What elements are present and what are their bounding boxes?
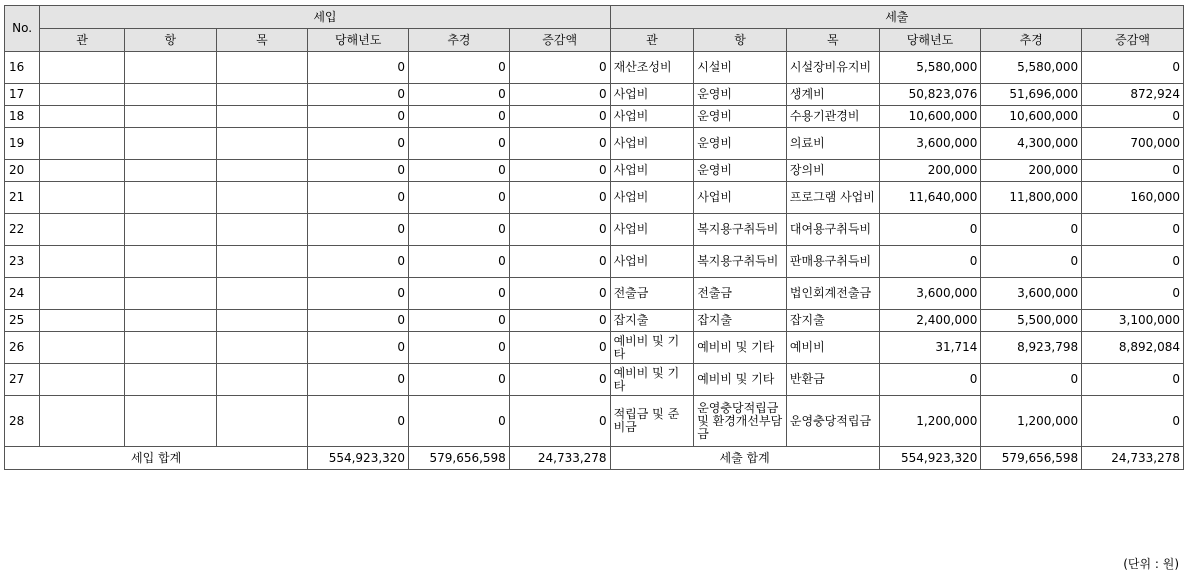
expense-hang: 운영비 — [694, 84, 787, 106]
income-hang — [124, 364, 216, 396]
income-change: 0 — [509, 128, 610, 160]
expense-gwan: 전출금 — [610, 278, 694, 310]
expense-total-label: 세출 합계 — [610, 447, 879, 470]
table-row — [5, 310, 1184, 332]
header-income: 세입 — [40, 6, 610, 29]
expense-current-year: 3,600,000 — [879, 278, 981, 310]
expense-change: 3,100,000 — [1082, 310, 1184, 332]
income-gwan — [40, 182, 125, 214]
income-supplementary: 0 — [409, 214, 510, 246]
expense-gwan: 사업비 — [610, 160, 694, 182]
budget-table — [4, 5, 1184, 470]
table-row — [5, 278, 1184, 310]
expense-mok: 잡지출 — [786, 310, 879, 332]
income-supplementary: 0 — [409, 310, 510, 332]
table-row — [5, 364, 1184, 396]
expense-total-change: 24,733,278 — [1082, 447, 1184, 470]
expense-mok: 판매용구취득비 — [786, 246, 879, 278]
row-no: 26 — [5, 332, 40, 364]
income-hang — [124, 332, 216, 364]
expense-hang: 복지용구취득비 — [694, 214, 787, 246]
expense-mok: 의료비 — [786, 128, 879, 160]
expense-mok: 대여용구취득비 — [786, 214, 879, 246]
income-col-gwan: 관 — [40, 29, 125, 52]
income-gwan — [40, 246, 125, 278]
table-row — [5, 246, 1184, 278]
expense-current-year: 50,823,076 — [879, 84, 981, 106]
expense-mok: 반환금 — [786, 364, 879, 396]
expense-change: 0 — [1082, 214, 1184, 246]
income-hang — [124, 128, 216, 160]
expense-hang: 운영비 — [694, 128, 787, 160]
expense-change: 0 — [1082, 52, 1184, 84]
unit-note: (단위 : 원) — [1123, 557, 1179, 571]
income-supplementary: 0 — [409, 128, 510, 160]
expense-change: 0 — [1082, 396, 1184, 447]
income-current-year: 0 — [308, 128, 409, 160]
income-current-year: 0 — [308, 246, 409, 278]
table-row — [5, 396, 1184, 447]
expense-current-year: 3,600,000 — [879, 128, 981, 160]
expense-gwan: 적립금 및 준비금 — [610, 396, 694, 447]
income-gwan — [40, 214, 125, 246]
income-current-year: 0 — [308, 106, 409, 128]
income-gwan — [40, 278, 125, 310]
expense-mok: 생계비 — [786, 84, 879, 106]
expense-mok: 장의비 — [786, 160, 879, 182]
income-mok — [216, 364, 308, 396]
row-no: 20 — [5, 160, 40, 182]
income-current-year: 0 — [308, 332, 409, 364]
expense-mok: 법인회계전출금 — [786, 278, 879, 310]
expense-mok: 운영충당적립금 — [786, 396, 879, 447]
expense-change: 872,924 — [1082, 84, 1184, 106]
expense-mok: 시설장비유지비 — [786, 52, 879, 84]
table-row — [5, 106, 1184, 128]
income-col-change: 증감액 — [509, 29, 610, 52]
income-current-year: 0 — [308, 182, 409, 214]
income-col-mok: 목 — [216, 29, 308, 52]
income-mok — [216, 278, 308, 310]
expense-mok: 예비비 — [786, 332, 879, 364]
expense-gwan: 사업비 — [610, 182, 694, 214]
expense-change: 0 — [1082, 364, 1184, 396]
income-supplementary: 0 — [409, 364, 510, 396]
row-no: 17 — [5, 84, 40, 106]
income-change: 0 — [509, 332, 610, 364]
income-change: 0 — [509, 310, 610, 332]
income-current-year: 0 — [308, 160, 409, 182]
expense-change: 0 — [1082, 246, 1184, 278]
expense-current-year: 10,600,000 — [879, 106, 981, 128]
expense-hang: 복지용구취득비 — [694, 246, 787, 278]
expense-current-year: 2,400,000 — [879, 310, 981, 332]
expense-hang: 운영비 — [694, 160, 787, 182]
expense-gwan: 예비비 및 기타 — [610, 332, 694, 364]
expense-col-change: 증감액 — [1082, 29, 1184, 52]
income-gwan — [40, 160, 125, 182]
income-mok — [216, 160, 308, 182]
expense-hang: 시설비 — [694, 52, 787, 84]
income-hang — [124, 396, 216, 447]
table-row — [5, 214, 1184, 246]
income-change: 0 — [509, 364, 610, 396]
income-gwan — [40, 310, 125, 332]
income-mok — [216, 52, 308, 84]
expense-col-gwan: 관 — [610, 29, 694, 52]
income-supplementary: 0 — [409, 278, 510, 310]
expense-gwan: 사업비 — [610, 106, 694, 128]
expense-supplementary: 0 — [981, 214, 1082, 246]
header-expense: 세출 — [610, 6, 1183, 29]
income-mok — [216, 246, 308, 278]
expense-supplementary: 4,300,000 — [981, 128, 1082, 160]
expense-current-year: 0 — [879, 214, 981, 246]
income-total-change: 24,733,278 — [509, 447, 610, 470]
income-gwan — [40, 364, 125, 396]
income-hang — [124, 106, 216, 128]
row-no: 23 — [5, 246, 40, 278]
row-no: 24 — [5, 278, 40, 310]
income-gwan — [40, 106, 125, 128]
expense-col-hang: 항 — [694, 29, 787, 52]
expense-gwan: 재산조성비 — [610, 52, 694, 84]
income-mok — [216, 84, 308, 106]
income-gwan — [40, 128, 125, 160]
expense-change: 700,000 — [1082, 128, 1184, 160]
income-mok — [216, 182, 308, 214]
income-total-supplementary: 579,656,598 — [409, 447, 510, 470]
income-change: 0 — [509, 246, 610, 278]
expense-hang: 예비비 및 기타 — [694, 364, 787, 396]
expense-supplementary: 5,500,000 — [981, 310, 1082, 332]
expense-gwan: 사업비 — [610, 246, 694, 278]
row-no: 19 — [5, 128, 40, 160]
income-change: 0 — [509, 278, 610, 310]
income-mok — [216, 128, 308, 160]
income-supplementary: 0 — [409, 106, 510, 128]
expense-supplementary: 5,580,000 — [981, 52, 1082, 84]
table-row — [5, 84, 1184, 106]
table-row — [5, 128, 1184, 160]
expense-current-year: 200,000 — [879, 160, 981, 182]
expense-gwan: 사업비 — [610, 84, 694, 106]
expense-hang: 운영비 — [694, 106, 787, 128]
expense-supplementary: 1,200,000 — [981, 396, 1082, 447]
income-hang — [124, 214, 216, 246]
expense-change: 0 — [1082, 106, 1184, 128]
totals-row — [5, 447, 1184, 470]
row-no: 25 — [5, 310, 40, 332]
income-hang — [124, 182, 216, 214]
income-supplementary: 0 — [409, 246, 510, 278]
expense-total-supplementary: 579,656,598 — [981, 447, 1082, 470]
income-total-current-year: 554,923,320 — [308, 447, 409, 470]
expense-supplementary: 200,000 — [981, 160, 1082, 182]
income-change: 0 — [509, 52, 610, 84]
income-change: 0 — [509, 84, 610, 106]
income-mok — [216, 332, 308, 364]
expense-gwan: 사업비 — [610, 214, 694, 246]
expense-hang: 잡지출 — [694, 310, 787, 332]
expense-change: 8,892,084 — [1082, 332, 1184, 364]
row-no: 18 — [5, 106, 40, 128]
income-mok — [216, 214, 308, 246]
expense-col-current-year: 당해년도 — [879, 29, 981, 52]
expense-gwan: 잡지출 — [610, 310, 694, 332]
income-mok — [216, 310, 308, 332]
expense-hang: 예비비 및 기타 — [694, 332, 787, 364]
income-hang — [124, 310, 216, 332]
income-supplementary: 0 — [409, 160, 510, 182]
income-hang — [124, 84, 216, 106]
income-change: 0 — [509, 214, 610, 246]
expense-hang: 전출금 — [694, 278, 787, 310]
expense-current-year: 11,640,000 — [879, 182, 981, 214]
income-change: 0 — [509, 182, 610, 214]
expense-mok: 프로그램 사업비 — [786, 182, 879, 214]
income-supplementary: 0 — [409, 52, 510, 84]
header-no: No. — [5, 6, 40, 52]
income-col-hang: 항 — [124, 29, 216, 52]
expense-total-current-year: 554,923,320 — [879, 447, 981, 470]
income-mok — [216, 106, 308, 128]
row-no: 28 — [5, 396, 40, 447]
row-no: 16 — [5, 52, 40, 84]
income-hang — [124, 160, 216, 182]
income-current-year: 0 — [308, 364, 409, 396]
table-row — [5, 182, 1184, 214]
row-no: 27 — [5, 364, 40, 396]
income-current-year: 0 — [308, 52, 409, 84]
income-current-year: 0 — [308, 84, 409, 106]
income-total-label: 세입 합계 — [5, 447, 308, 470]
income-current-year: 0 — [308, 214, 409, 246]
table-row — [5, 52, 1184, 84]
income-hang — [124, 52, 216, 84]
income-current-year: 0 — [308, 278, 409, 310]
income-supplementary: 0 — [409, 84, 510, 106]
income-gwan — [40, 52, 125, 84]
income-hang — [124, 246, 216, 278]
expense-col-supplementary: 추경 — [981, 29, 1082, 52]
expense-mok: 수용기관경비 — [786, 106, 879, 128]
expense-hang: 운영충당적립금 및 환경개선부담금 — [694, 396, 787, 447]
income-col-supplementary: 추경 — [409, 29, 510, 52]
income-gwan — [40, 396, 125, 447]
expense-current-year: 1,200,000 — [879, 396, 981, 447]
income-mok — [216, 396, 308, 447]
expense-current-year: 31,714 — [879, 332, 981, 364]
expense-supplementary: 10,600,000 — [981, 106, 1082, 128]
income-change: 0 — [509, 106, 610, 128]
expense-supplementary: 0 — [981, 364, 1082, 396]
table-row — [5, 332, 1184, 364]
expense-supplementary: 3,600,000 — [981, 278, 1082, 310]
expense-gwan: 사업비 — [610, 128, 694, 160]
expense-change: 0 — [1082, 160, 1184, 182]
expense-hang: 사업비 — [694, 182, 787, 214]
expense-supplementary: 8,923,798 — [981, 332, 1082, 364]
expense-current-year: 5,580,000 — [879, 52, 981, 84]
row-no: 21 — [5, 182, 40, 214]
expense-supplementary: 0 — [981, 246, 1082, 278]
expense-change: 160,000 — [1082, 182, 1184, 214]
income-hang — [124, 278, 216, 310]
income-col-current-year: 당해년도 — [308, 29, 409, 52]
income-current-year: 0 — [308, 310, 409, 332]
income-gwan — [40, 84, 125, 106]
expense-change: 0 — [1082, 278, 1184, 310]
expense-supplementary: 51,696,000 — [981, 84, 1082, 106]
expense-col-mok: 목 — [786, 29, 879, 52]
income-current-year: 0 — [308, 396, 409, 447]
income-supplementary: 0 — [409, 182, 510, 214]
expense-supplementary: 11,800,000 — [981, 182, 1082, 214]
expense-current-year: 0 — [879, 364, 981, 396]
income-change: 0 — [509, 396, 610, 447]
expense-gwan: 예비비 및 기타 — [610, 364, 694, 396]
income-supplementary: 0 — [409, 332, 510, 364]
row-no: 22 — [5, 214, 40, 246]
table-row — [5, 160, 1184, 182]
income-gwan — [40, 332, 125, 364]
income-supplementary: 0 — [409, 396, 510, 447]
expense-current-year: 0 — [879, 246, 981, 278]
income-change: 0 — [509, 160, 610, 182]
